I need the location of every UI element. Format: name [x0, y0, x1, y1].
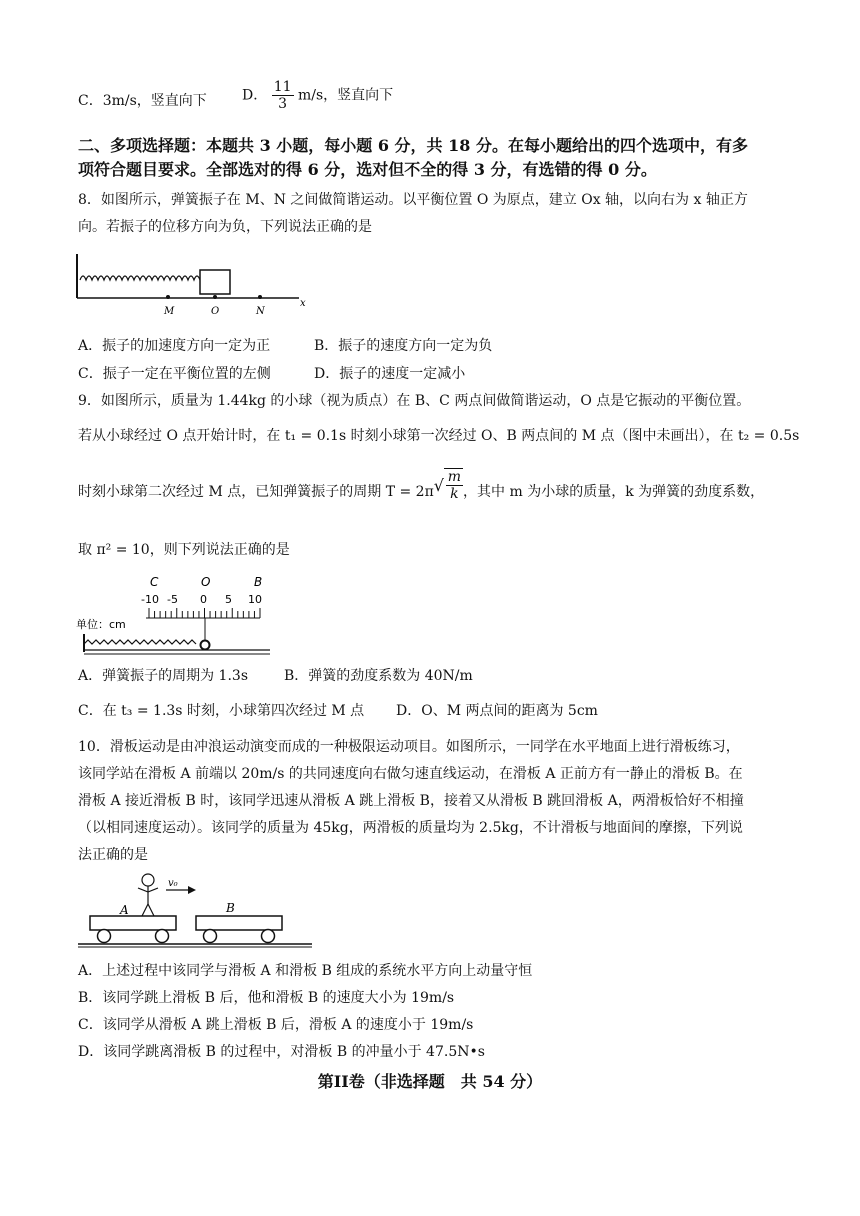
q9-stem-line3	[78, 469, 765, 502]
q10-stem-line2: 该同学站在滑板 A 前端以 20m/s 的共同速度向右做匀速直线运动，在滑板 A 正前方有一静止的滑板 B。在	[78, 766, 743, 782]
fraction-numerator: 11	[273, 79, 292, 95]
q9-option-b: B．弹簧的劲度系数为 40N/m	[284, 668, 473, 684]
q9-line2-text-a: 若从小球经过 O 点开始计时，在	[78, 428, 285, 444]
q9-option-c	[78, 701, 364, 721]
q9-sqrt-numerator: m	[447, 469, 462, 485]
section2-heading-line1: 二、多项选择题：本题共 3 小题，每小题 6 分，共 18 分。在每小题给出的四个选项中，有多	[78, 136, 748, 155]
q9-sqrt-denominator: k	[450, 486, 459, 502]
q9-unit-label: 单位：cm	[76, 618, 126, 631]
q10-option-d: D．该同学跳离滑板 B 的过程中，对滑板 B 的冲量小于 47.5N•s	[78, 1044, 485, 1060]
q10-option-a: A．上述过程中该同学与滑板 A 和滑板 B 组成的系统水平方向上动量守恒	[78, 963, 533, 979]
q9-stem-line4: 取 π² = 10，则下列说法正确的是	[78, 542, 290, 558]
q8-label-n: N	[256, 306, 265, 317]
q8-label-o: O	[211, 306, 220, 317]
q8-spring-figure	[74, 252, 314, 318]
q9-option-c-prefix: C．在	[78, 703, 122, 719]
q8-option-a: A．振子的加速度方向一定为正	[78, 338, 271, 354]
q9-ruler-ticks	[149, 608, 260, 618]
q9-line3-text-a: 时刻小球第二次经过 M 点，已知弹簧振子的周期	[78, 484, 386, 500]
q9-label-c: C	[150, 575, 159, 589]
q9-line2-text-b: 时刻小球第一次经过 O、B 两点间的 M 点（图中未画出），在	[346, 428, 738, 444]
q9-t3-formula: t₃ = 1.3s	[121, 703, 183, 719]
q9-tick-neg5: -5	[167, 593, 178, 606]
q7-option-d	[242, 79, 393, 112]
q10-stem-line3: 滑板 A 接近滑板 B 时，该同学迅速从滑板 A 跳上滑板 B，接着又从滑板 B 跳回滑板 A，两滑板恰好不相撞	[78, 793, 744, 809]
q10-stem-line4: （以相同速度运动）。该同学的质量为 45kg，两滑板的质量均为 2.5kg，不计滑板与地面间的摩擦，下列说	[78, 820, 743, 836]
q7-option-c: C．3m/s，竖直向下	[78, 93, 207, 109]
q10-stem-line5: 法正确的是	[78, 847, 148, 863]
q9-period-formula: T = 2π	[385, 484, 434, 500]
q10-label-b: B	[226, 901, 235, 915]
q7-option-d-suffix: m/s，竖直向下	[297, 87, 394, 104]
q8-stem-line1: 8．如图所示，弹簧振子在 M、N 之间做简谐运动。以平衡位置 O 为原点，建立 Ox 轴，以向右为 x 轴正方	[78, 192, 748, 208]
section2-heading-line2: 项符合题目要求。全部选对的得 6 分，选对但不全的得 3 分，有选错的得 0 分。	[78, 160, 657, 179]
q7-option-d-prefix: D．	[242, 87, 268, 104]
part2-title: 第II卷（非选择题 共 54 分）	[317, 1072, 543, 1091]
q8-option-b: B．振子的速度方向一定为负	[314, 338, 493, 354]
q8-stem-line2: 向。若振子的位移方向为负，下列说法正确的是	[78, 219, 372, 235]
q9-tick-10: 10	[248, 593, 262, 606]
q9-stem-line2	[78, 426, 799, 446]
q9-label-b: B	[254, 575, 263, 589]
q9-sqrt-fraction: √ $\frac{m}{k}$	[433, 469, 462, 502]
q9-option-c-suffix: 时刻，小球第四次经过 M 点	[182, 703, 365, 719]
q9-t2-formula: t₂ = 0.5s	[737, 428, 800, 444]
q9-stem-line1: 9．如图所示，质量为 1.44kg 的小球（视为质点）在 B、C 两点间做简谐运动，O 点是它振动的平衡位置。	[78, 393, 751, 409]
q10-label-a: A	[120, 903, 129, 917]
q8-option-c: C．振子一定在平衡位置的左侧	[78, 366, 271, 382]
fraction-denominator: 3	[278, 96, 288, 112]
q9-t1-formula: t₁ = 0.1s	[284, 428, 347, 444]
q8-option-d: D．振子的速度一定减小	[314, 366, 466, 382]
q9-option-d: D．O、M 两点间的距离为 5cm	[396, 703, 598, 719]
q10-stem-line1: 10．滑板运动是由冲浪运动演变而成的一种极限运动项目。如图所示，一同学在水平地面上进行滑板练习，	[78, 739, 740, 755]
q9-option-a: A．弹簧振子的周期为 1.3s	[78, 668, 249, 684]
q9-scale-figure	[74, 572, 274, 658]
q9-label-o: O	[201, 575, 211, 589]
q10-option-c: C．该同学从滑板 A 跳上滑板 B 后，滑板 A 的速度小于 19m/s	[78, 1017, 474, 1033]
q10-skateboard-figure	[76, 870, 316, 952]
q7-option-d-fraction	[272, 79, 294, 112]
q9-tick-0: 0	[200, 593, 207, 606]
q8-label-m: M	[164, 306, 175, 317]
q10-velocity-label: v₀	[168, 878, 178, 889]
q9-line3-text-b: ，其中 m 为小球的质量，k 为弹簧的劲度系数，	[463, 484, 765, 500]
q9-tick-5: 5	[225, 593, 232, 606]
q10-option-b: B．该同学跳上滑板 B 后，他和滑板 B 的速度大小为 19m/s	[78, 990, 455, 1006]
q9-tick-neg10: -10	[141, 593, 159, 606]
q8-label-x: x	[300, 298, 306, 309]
